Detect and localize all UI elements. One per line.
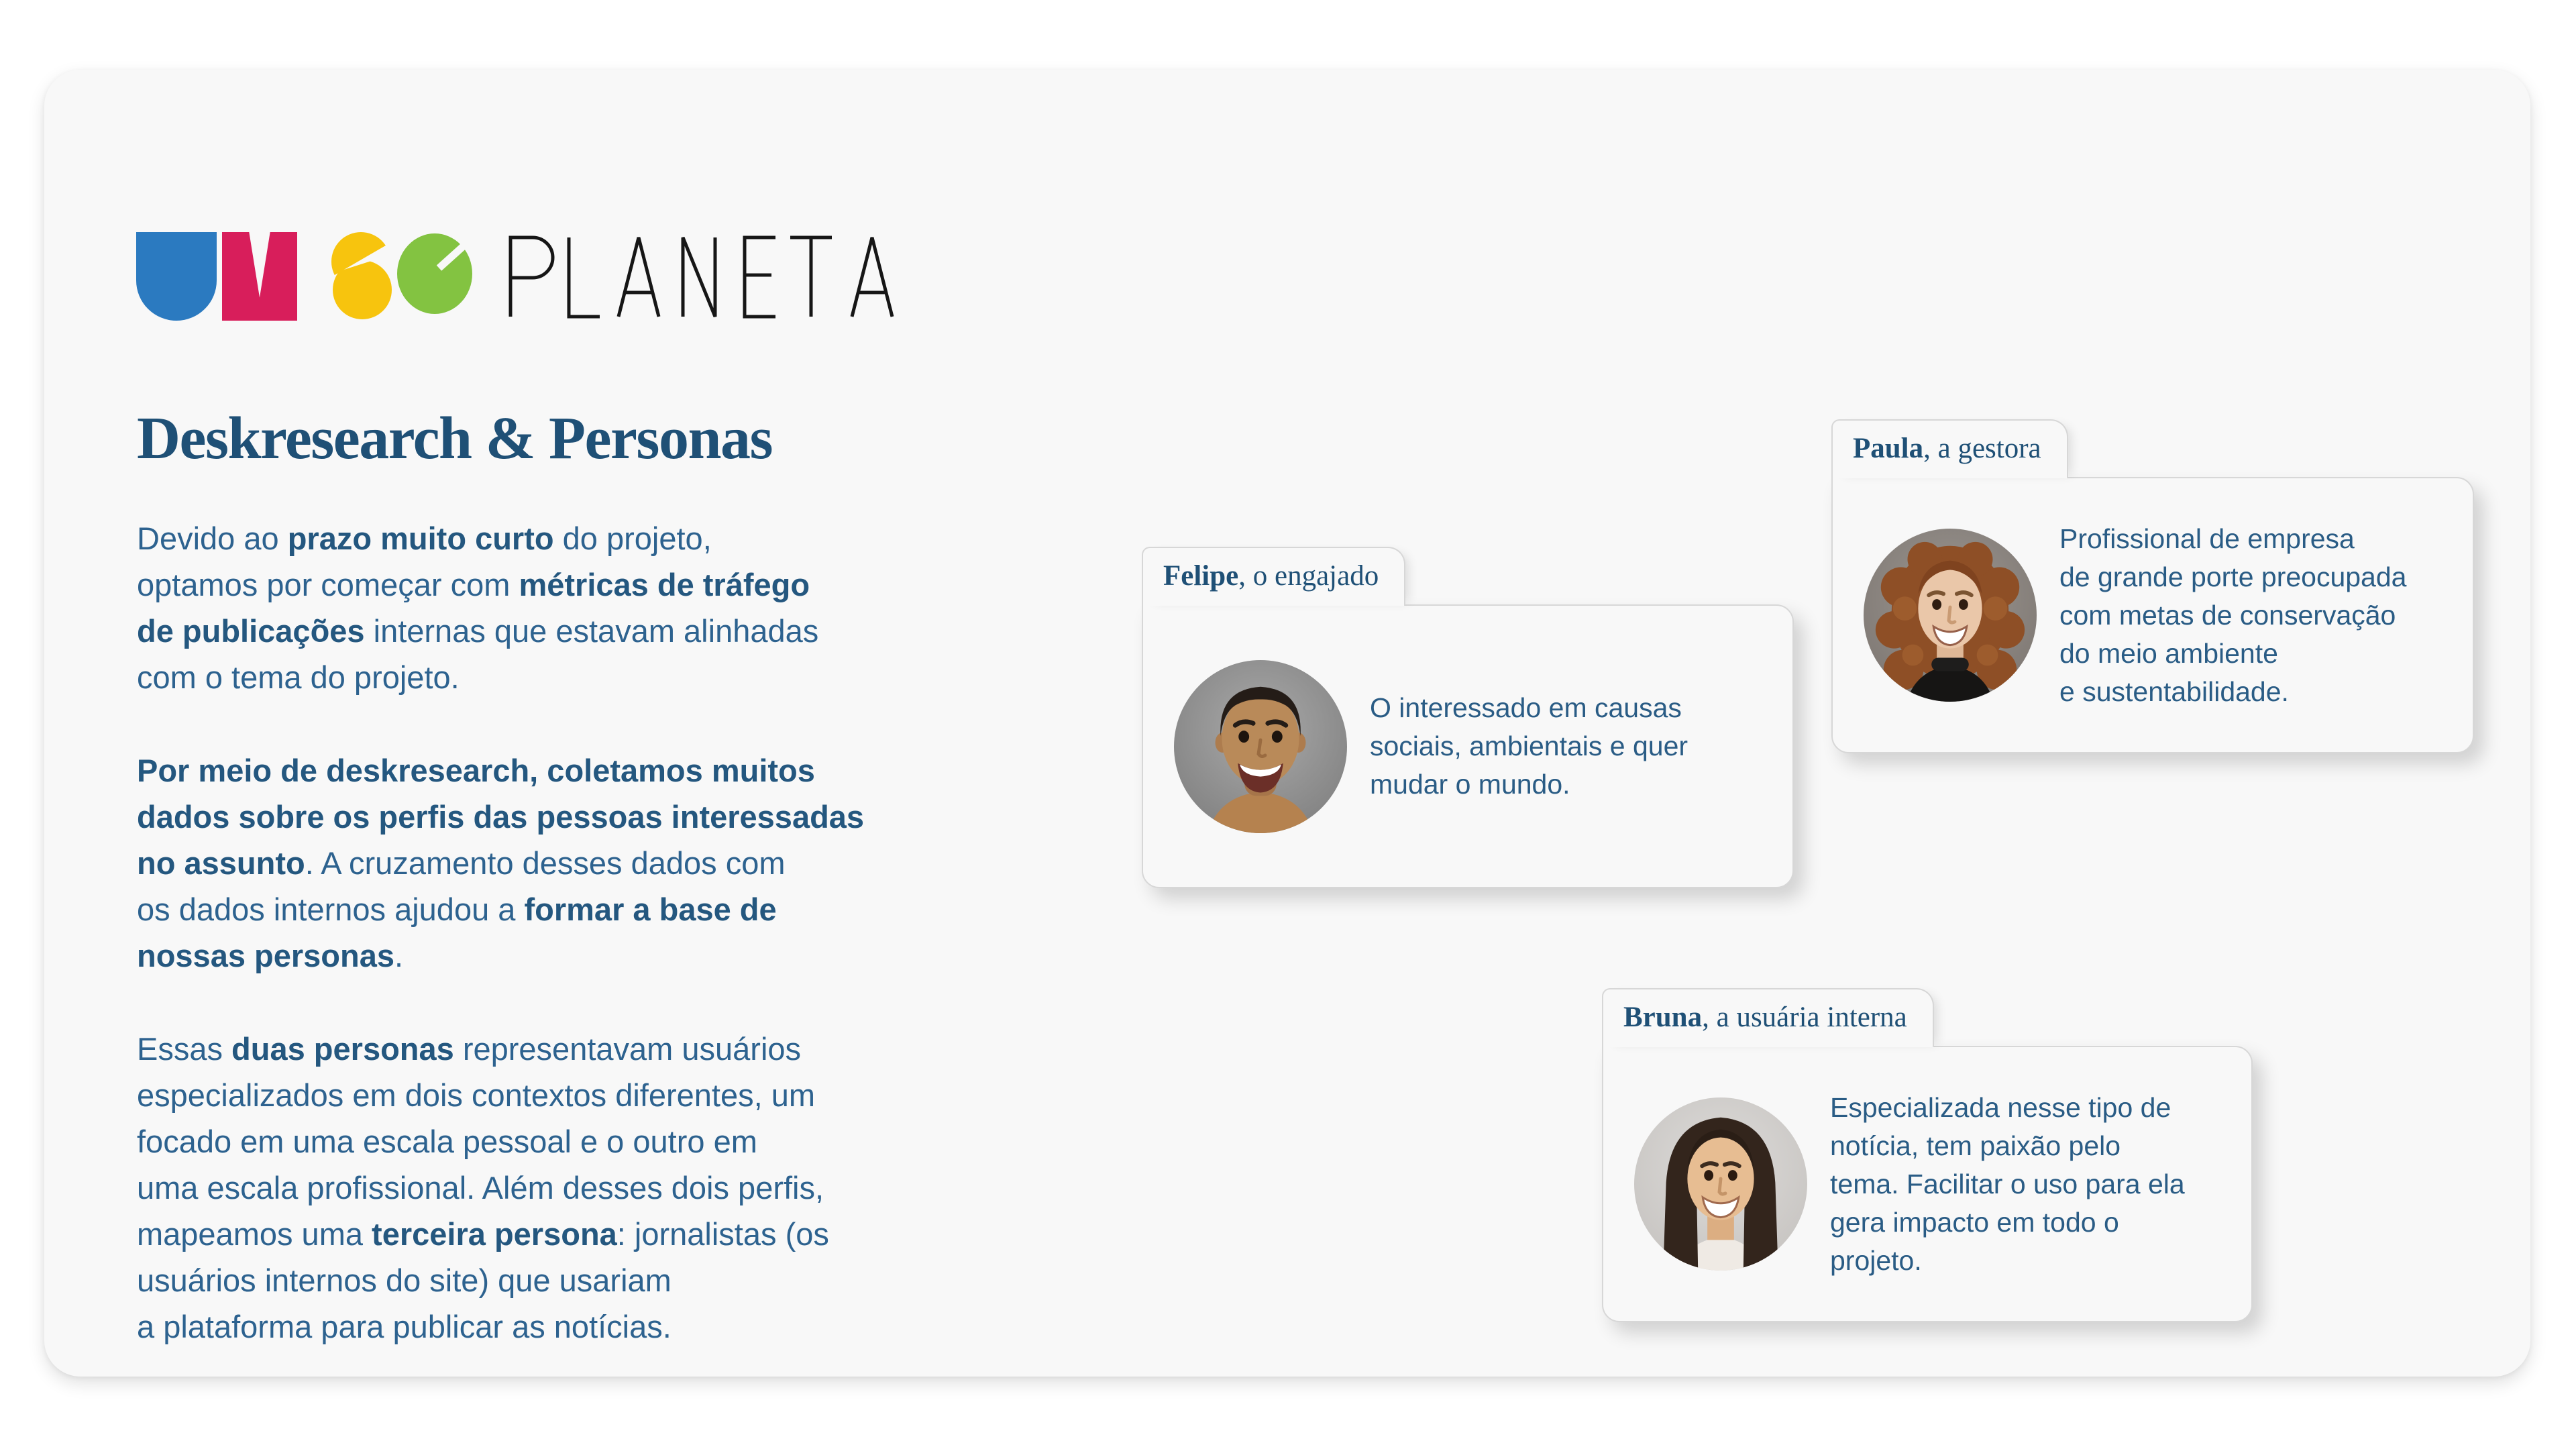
page-title: Deskresearch & Personas: [137, 405, 773, 472]
persona-role: , a gestora: [1923, 432, 2041, 464]
paragraph-1: Devido ao prazo muito curto do projeto, optamos por começar com métricas de tráfego de publicações internas que estavam alinhadas com o tema do projeto.: [137, 521, 819, 695]
persona-tab-paula: [1831, 419, 2068, 478]
content-panel: [44, 70, 2530, 1377]
paula-photo: [1864, 529, 2037, 702]
persona-card-paula: [1831, 419, 2474, 753]
persona-role: , o engajado: [1238, 559, 1379, 592]
persona-body-paula: [1831, 477, 2474, 753]
logo-letter-o-acute-icon: [397, 233, 472, 314]
persona-name: Felipe: [1163, 559, 1239, 592]
logo-letter-m-icon: [222, 232, 297, 321]
logo-letter-s-icon: [334, 232, 390, 321]
persona-description: Profissional de empresa de grande porte preocupada com metas de conservação do meio ambiente e sustentabilidade.: [2059, 523, 2407, 707]
persona-description: Especializada nesse tipo de notícia, tem paixão pelo tema. Facilitar o uso para ela gera impacto em todo o projeto.: [1830, 1091, 2185, 1276]
logo-wordmark-planeta: [504, 232, 910, 321]
brand-logo: [136, 232, 910, 321]
paragraph-2: Por meio de deskresearch, coletamos muitos dados sobre os perfis das pessoas interessadas no assunto. A cruzamento desses dados com os dados internos ajudou a formar a base de nossas personas.: [137, 753, 865, 973]
persona-card-bruna: [1602, 988, 2253, 1322]
bruna-photo: [1634, 1097, 1807, 1271]
logo-accent-cut: [437, 235, 474, 270]
felipe-photo: [1174, 660, 1347, 833]
intro-text: [137, 515, 864, 1397]
persona-role: , a usuária interna: [1702, 1001, 1907, 1033]
persona-description: O interessado em causas sociais, ambientais e quer mudar o mundo.: [1370, 692, 1688, 800]
paragraph-3: Essas duas personas representavam usuários especializados em dois contextos diferentes, um focado em uma escala pessoal e o outro em uma escala profissional. Além desses dois perfis, mapeamos uma terceira persona: jornalistas (os usuários internos do site) que usariam a plataforma para publicar as notícias.: [137, 1031, 829, 1344]
logo-letter-u-icon: [136, 232, 217, 321]
persona-name: Paula: [1853, 432, 1924, 464]
persona-tab-felipe: [1142, 547, 1405, 606]
persona-name: Bruna: [1623, 1001, 1703, 1033]
persona-tab-bruna: [1602, 988, 1934, 1047]
persona-body-bruna: [1602, 1046, 2253, 1322]
persona-card-felipe: [1142, 547, 1794, 888]
persona-body-felipe: [1142, 604, 1794, 888]
